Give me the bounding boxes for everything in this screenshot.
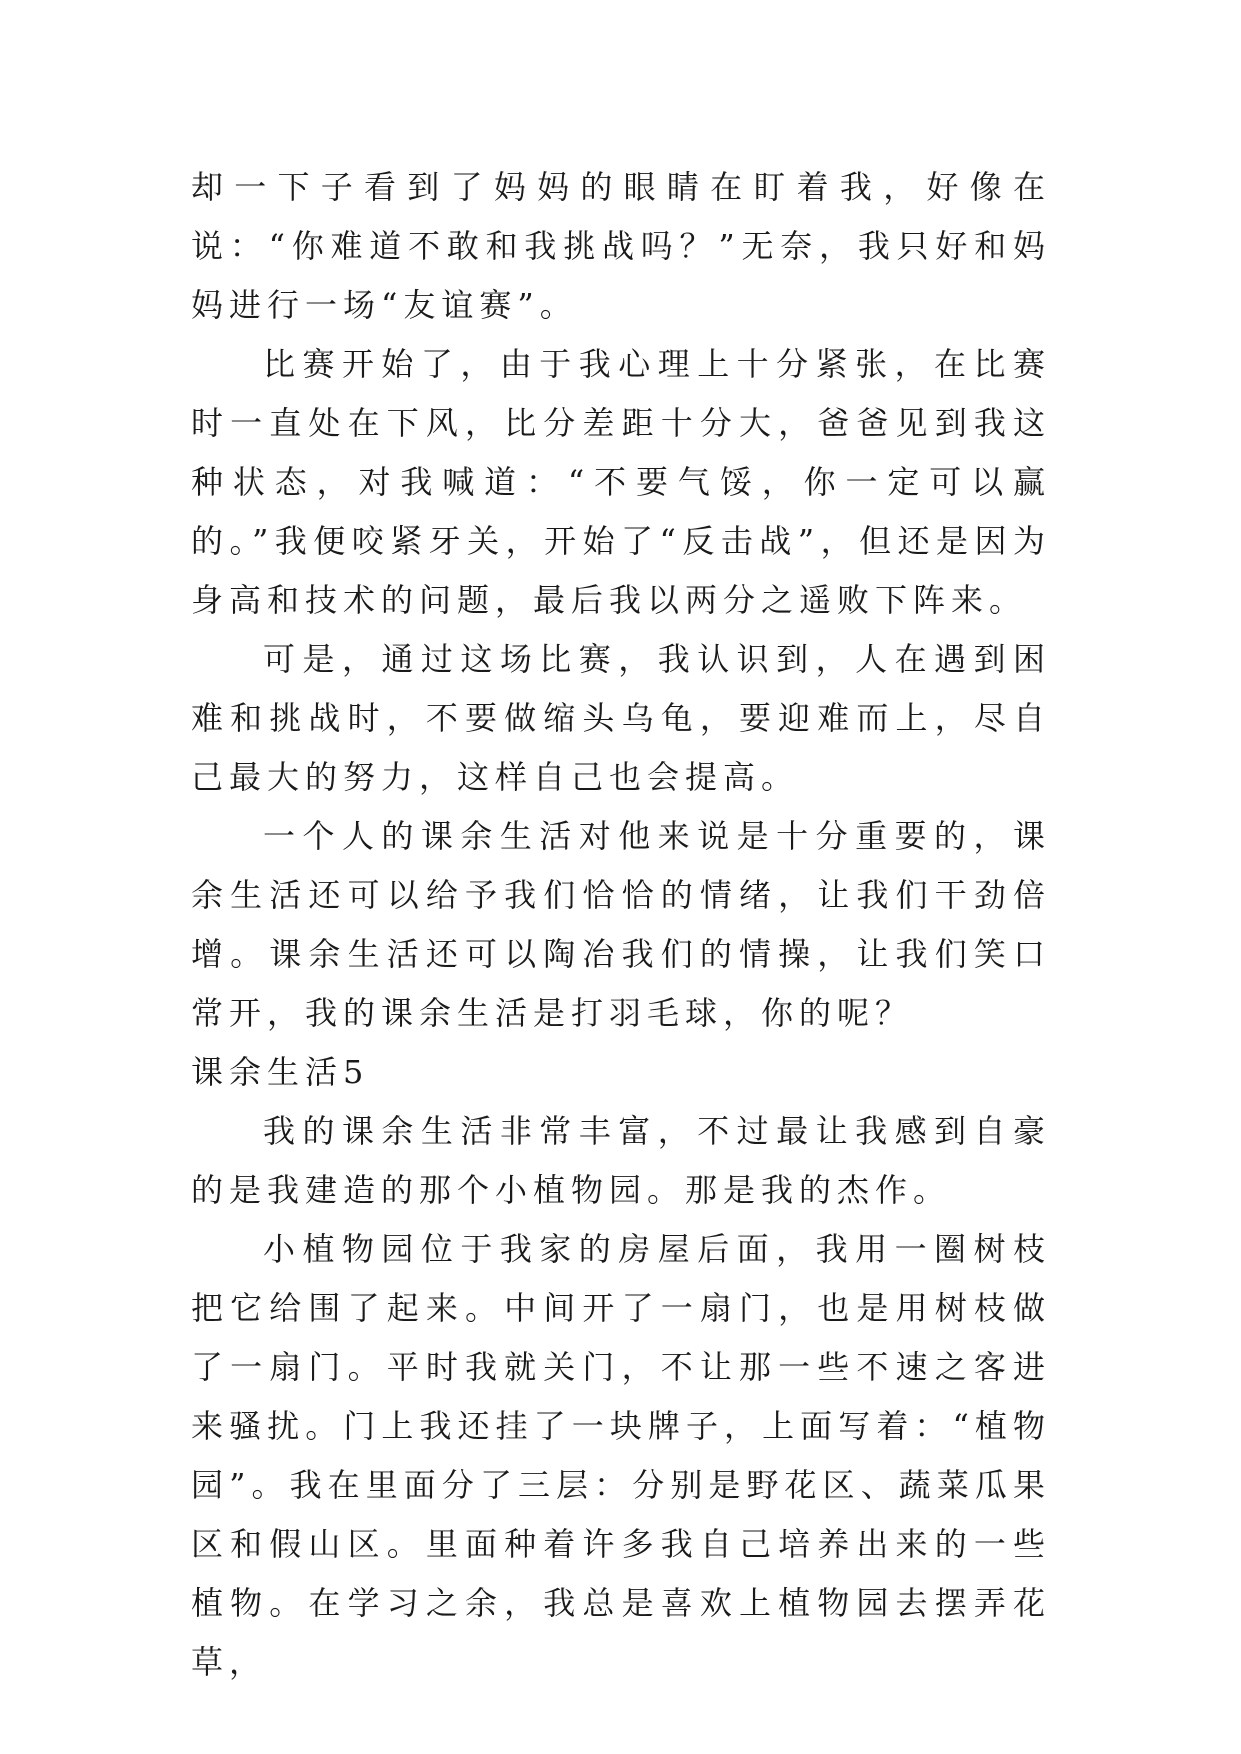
paragraph-garden-description: 小植物园位于我家的房屋后面，我用一圈树枝把它给围了起来。中间开了一扇门，也是用树枝做了一扇门。平时我就关门，不让那一些不速之客进来骚扰。门上我还挂了一块牌子，上面写着：“植物园”。我在里面分了三层：分别是野花区、蔬菜瓜果区和假山区。里面种着许多我自己培养出来的一些植物。在学习之余，我总是喜欢上植物园去摆弄花草， (191, 1230, 1051, 1681)
paragraph-match: 比赛开始了，由于我心理上十分紧张，在比赛时一直处在下风，比分差距十分大，爸爸见到我这种状态，对我喊道：“不要气馁，你一定可以赢的。”我便咬紧牙关，开始了“反击战”，但还是因为身高和技术的问题，最后我以两分之遥败下阵来。 (191, 345, 1051, 619)
paragraph-intro-garden: 我的课余生活非常丰富，不过最让我感到自豪的是我建造的那个小植物园。那是我的杰作。 (191, 1112, 1051, 1209)
document-body (191, 158, 1051, 1692)
section-heading: 课余生活5 (191, 1053, 370, 1091)
paragraph-lesson: 可是，通过这场比赛，我认识到，人在遇到困难和挑战时，不要做缩头乌龟，要迎难而上，尽自己最大的努力，这样自己也会提高。 (191, 640, 1051, 796)
paragraph-conclusion: 一个人的课余生活对他来说是十分重要的，课余生活还可以给予我们恰恰的情绪，让我们干劲倍增。课余生活还可以陶冶我们的情操，让我们笑口常开，我的课余生活是打羽毛球，你的呢？ (191, 817, 1051, 1032)
paragraph-continued: 却一下子看到了妈妈的眼睛在盯着我，好像在说：“你难道不敢和我挑战吗？”无奈，我只好和妈妈进行一场“友谊赛”。 (191, 168, 1051, 324)
